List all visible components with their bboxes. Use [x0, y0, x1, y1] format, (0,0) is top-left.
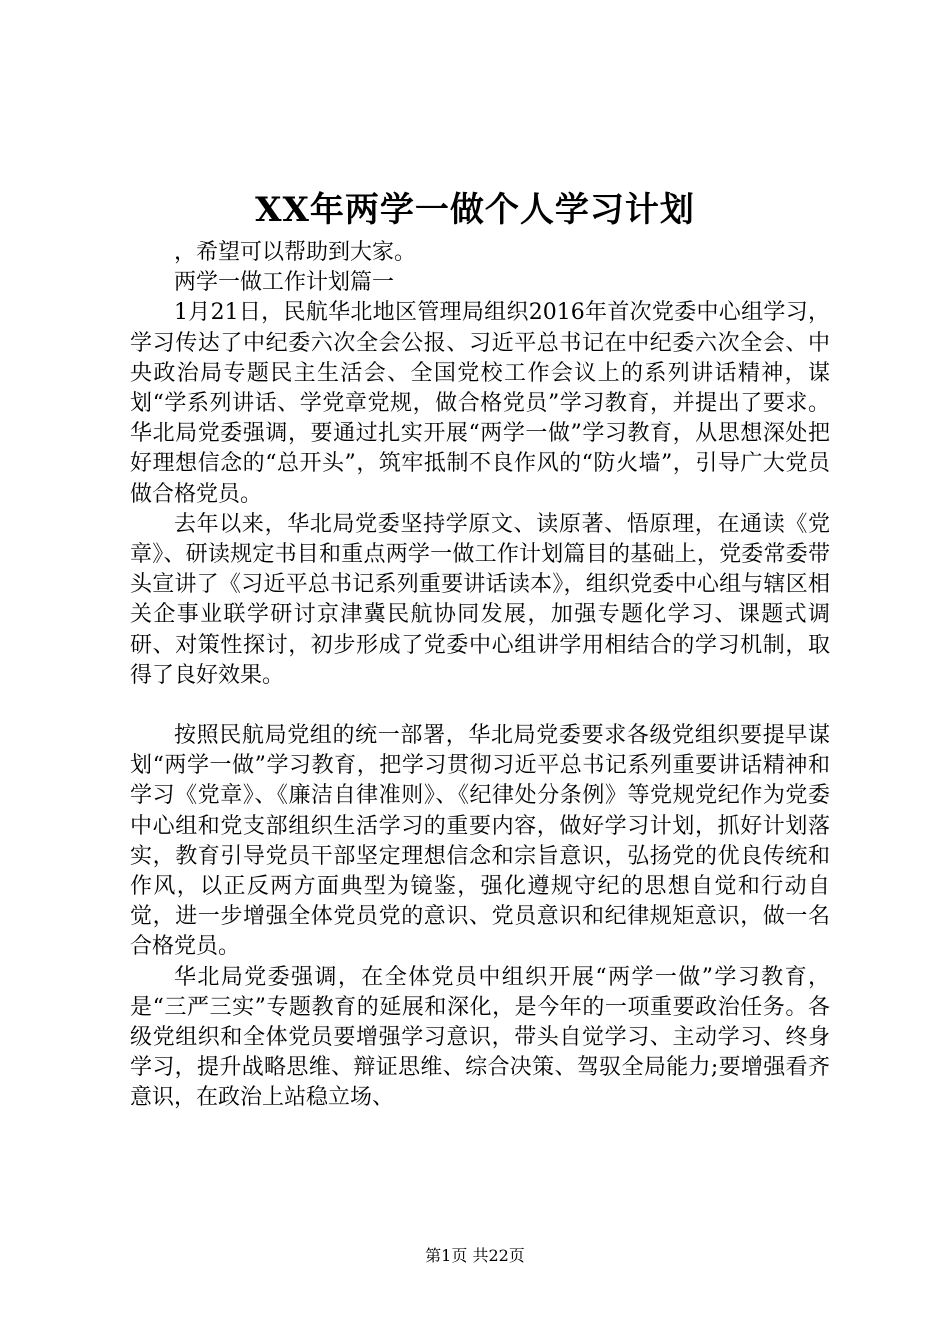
- document-body: [130, 238, 830, 1114]
- paragraph-1: 1月21日，民航华北地区管理局组织2016年首次党委中心组学习，学习传达了中纪委六次全会公报、习近平总书记在中纪委六次全会、中央政治局专题民主生活会、全国党校工作会议上的系列讲话精神，谋划“学系列讲话、学党章党规，做合格党员”学习教育，并提出了要求。华北局党委强调，要通过扎实开展“两学一做”学习教育，从思想深处把好理想信念的“总开头”，筑牢抵制不良作风的“防火墙”，引导广大党员做合格党员。: [130, 300, 830, 507]
- paragraph-section-heading: 两学一做工作计划篇一: [174, 270, 395, 296]
- page-number-footer: 第1页 共22页: [425, 1246, 525, 1265]
- document-title: XX年两学一做个人学习计划: [255, 190, 695, 230]
- paragraph-4: 华北局党委强调，在全体党员中组织开展“两学一做”学习教育，是“三严三实”专题教育的延展和深化，是今年的一项重要政治任务。各级党组织和全体党员要增强学习意识，带头自觉学习、主动学习、终身学习，提升战略思维、辩证思维、综合决策、驾驭全局能力;要增强看齐意识，在政治上站稳立场、: [130, 964, 830, 1111]
- paragraph-2: 去年以来，华北局党委坚持学原文、读原著、悟原理，在通读《党章》、研读规定书目和重点两学一做工作计划篇目的基础上，党委常委带头宣讲了《习近平总书记系列重要讲话读本》，组织党委中心组与辖区相关企事业联学研讨京津冀民航协同发展，加强专题化学习、课题式调研、对策性探讨，初步形成了党委中心组讲学用相结合的学习机制，取得了良好效果。: [130, 511, 830, 688]
- paragraph-3: 按照民航局党组的统一部署，华北局党委要求各级党组织要提早谋划“两学一做”学习教育，把学习贯彻习近平总书记系列重要讲话精神和学习《党章》、《廉洁自律准则》、《纪律处分条例》等党规党纪作为党委中心组和党支部组织生活学习的重要内容，做好学习计划，抓好计划落实，教育引导党员干部坚定理想信念和宗旨意识，弘扬党的优良传统和作风，以正反两方面典型为镜鉴，强化遵规守纪的思想自觉和行动自觉，进一步增强全体党员党的意识、党员意识和纪律规矩意识，做一名合格党员。: [130, 723, 830, 960]
- paragraph-intro: ，希望可以帮助到大家。: [174, 240, 417, 265]
